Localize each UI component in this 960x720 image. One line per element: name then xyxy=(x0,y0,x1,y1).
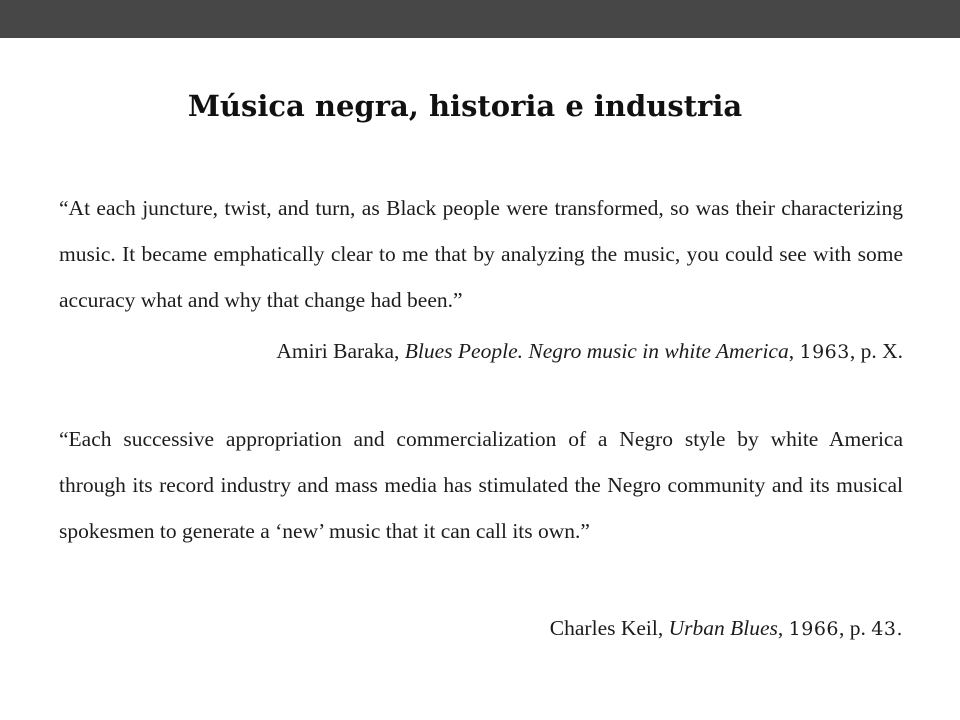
slide-title: Música negra, historia e industria xyxy=(187,89,743,123)
citation-year: 1966 xyxy=(788,618,840,640)
citation-page-prefix: , p. xyxy=(839,616,872,640)
citation-page: X. xyxy=(882,339,903,363)
citation-separator: , xyxy=(788,339,800,363)
citation-keil xyxy=(550,613,903,644)
top-header-bar xyxy=(0,0,960,38)
citation-work-title: Urban Blues xyxy=(668,616,778,640)
quote-baraka: “At each juncture, twist, and turn, as Black people were transformed, so was their characterizing music. It became emphatically clear to me that by analyzing the music, you could see with some accuracy what and why that change had been.” xyxy=(59,196,903,312)
quote-keil: “Each successive appropriation and commercialization of a Negro style by white America through its record industry and mass media has stimulated the Negro community and its musical spokesmen to generate a ‘new’ music that it can call its own.” xyxy=(59,427,903,543)
citation-separator: , xyxy=(777,616,789,640)
citation-author: Charles Keil, xyxy=(549,616,669,640)
citation-work-title: Blues People. Negro music in white America xyxy=(404,339,789,363)
citation-author: Amiri Baraka, xyxy=(276,339,405,363)
citation-page: 43. xyxy=(871,618,903,640)
citation-baraka xyxy=(276,336,903,367)
citation-page-prefix: , p. xyxy=(849,339,883,363)
citation-year: 1963 xyxy=(799,341,850,363)
